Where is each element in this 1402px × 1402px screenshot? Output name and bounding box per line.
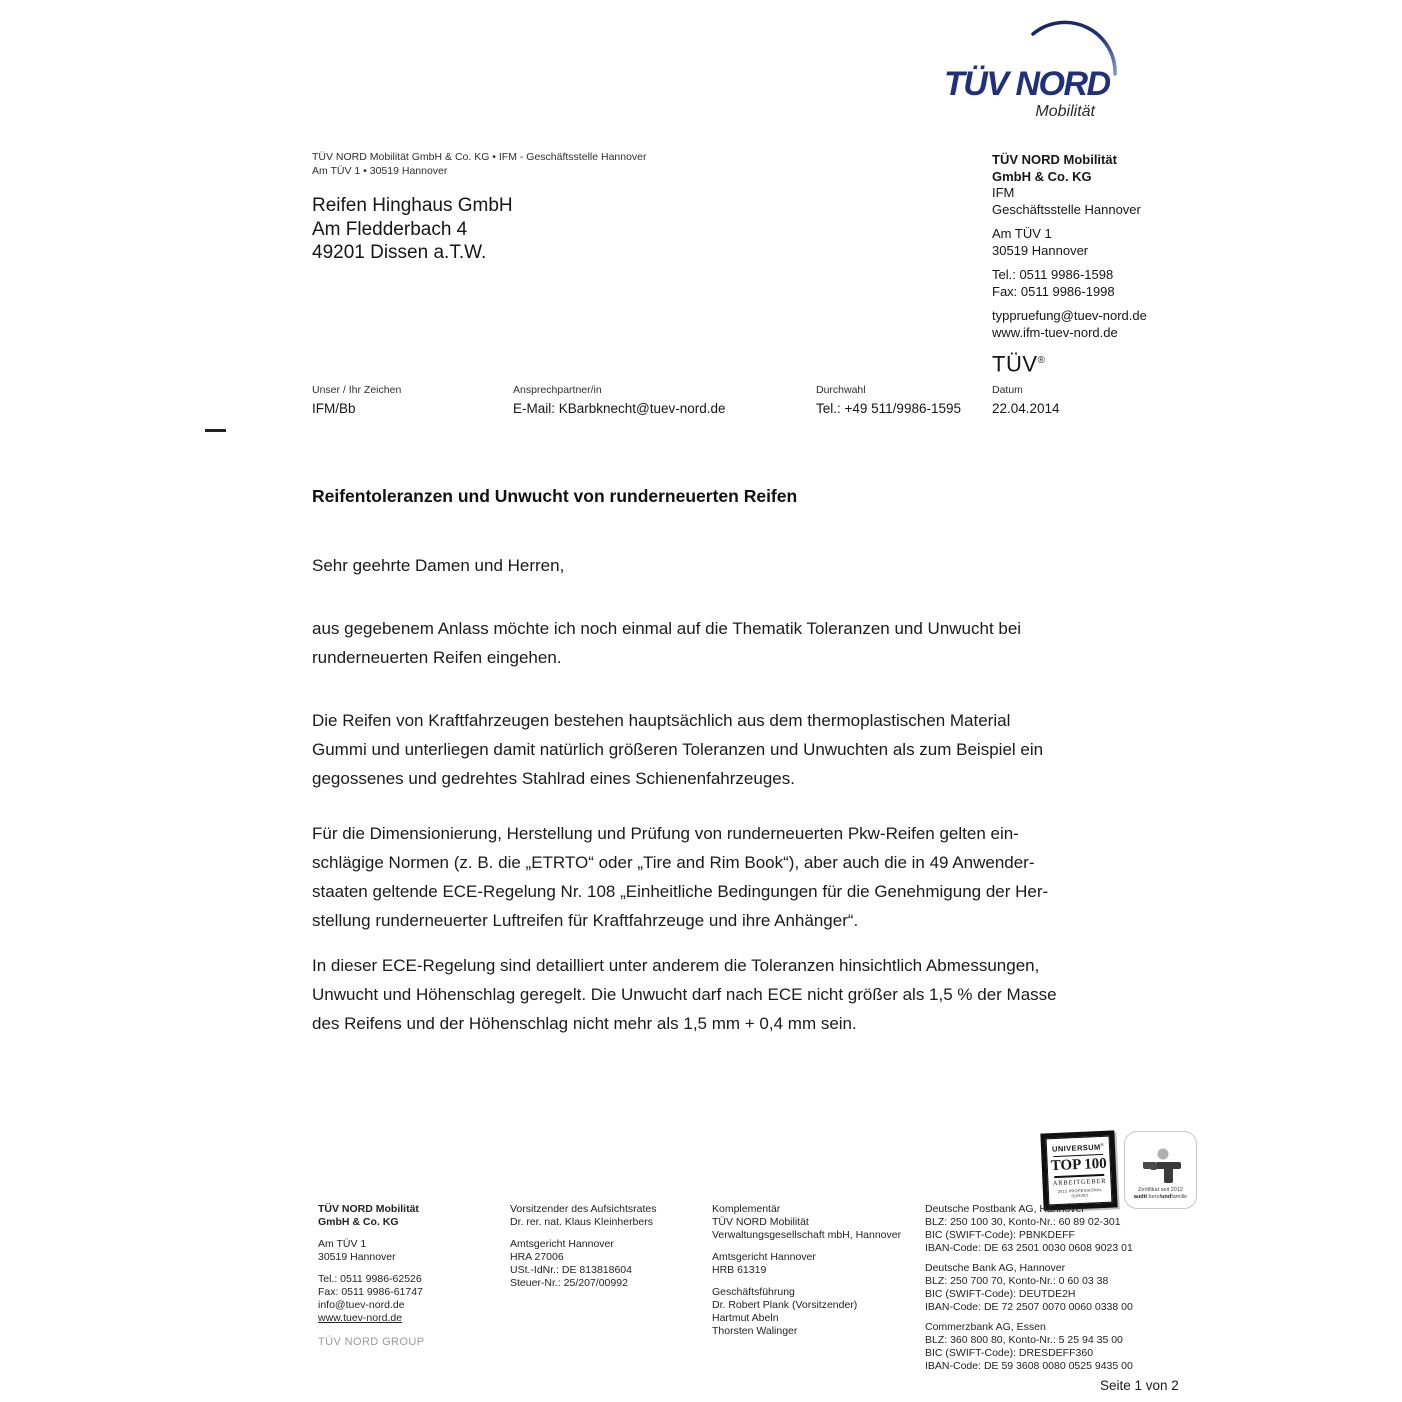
logo-division-text: Mobilität: [1035, 103, 1095, 120]
contact-company-2: GmbH & Co. KG: [992, 168, 1092, 184]
bank-blz: BLZ: 250 700 70, Konto-Nr.: 0 60 03 38: [925, 1275, 1109, 1287]
footer-line: Verwaltungsgesellschaft mbH, Hannover: [712, 1229, 902, 1241]
footer-line: TÜV NORD Mobilität: [712, 1216, 809, 1228]
bank-iban: IBAN-Code: DE 72 2507 0070 0060 0338 00: [925, 1301, 1133, 1313]
recipient-city: 49201 Dissen a.T.W.: [312, 242, 487, 263]
footer-line: HRB 61319: [712, 1264, 767, 1276]
contact-street: Am TÜV 1: [992, 226, 1052, 241]
bank-entry: [925, 1321, 1195, 1373]
reference-value: Tel.: +49 511/9986-1595: [816, 401, 961, 416]
footer-line: Komplementär: [712, 1203, 781, 1215]
bank-iban: IBAN-Code: DE 63 2501 0030 0608 9023 01: [925, 1242, 1133, 1254]
footer-company-column: [318, 1203, 498, 1349]
audit-cert-line: Zertifikat seit 2012: [1138, 1187, 1183, 1193]
contact-city: 30519 Hannover: [992, 242, 1089, 258]
paragraph-line: Die Reifen von Kraftfahrzeugen bestehen hauptsächlich aus dem thermoplastischen Material: [312, 711, 1011, 730]
universum-top100-badge: [1040, 1130, 1117, 1210]
contact-email: typpruefung@tuev-nord.de: [992, 308, 1147, 323]
footer-line: Amtsgericht Hannover: [712, 1251, 816, 1263]
reference-label: Unser / Ihr Zeichen: [312, 384, 402, 396]
paragraph-line: stellung runderneuerter Luftreifen für Kraftfahrzeuge und ihre Anhänger“.: [312, 911, 859, 930]
audit-berufundfamilie-badge: [1124, 1131, 1197, 1209]
paragraph-1: [312, 614, 1212, 672]
bank-iban: IBAN-Code: DE 59 3608 0080 0525 9435 00: [925, 1360, 1133, 1372]
paragraph-line: schlägige Normen (z. B. die „ETRTO“ oder „Tire and Rim Book“), aber auch die in 49 Anwender-: [312, 853, 1035, 872]
universum-brand: [1052, 1142, 1104, 1154]
bank-name: Commerzbank AG, Essen: [925, 1321, 1046, 1333]
tuev-nord-logo-graphic: [942, 8, 1202, 126]
paragraph-line: In dieser ECE-Regelung sind detailliert unter anderem die Toleranzen hinsichtlich Abmessungen,: [312, 956, 1040, 975]
audit-rest-text: familie: [1171, 1194, 1188, 1200]
recipient-street: Am Fledderbach 4: [312, 218, 468, 240]
contact-dept-2: Geschäftsstelle Hannover: [992, 201, 1141, 217]
paragraph-line: gegossenes und gedrehtes Stahlrad eines Schienenfahrzeuges.: [312, 769, 795, 788]
footer-management-column: [712, 1203, 917, 1347]
registered-symbol: ®: [1100, 1142, 1104, 1148]
reference-contact-person: [513, 384, 726, 417]
contact-info-block: [992, 152, 1212, 377]
letter-salutation: Sehr geehrte Damen und Herren,: [312, 556, 565, 575]
footer-tel: Tel.: 0511 9986-62526: [318, 1273, 422, 1285]
sender-line-2: Am TÜV 1 • 30519 Hannover: [312, 165, 448, 177]
footer-city: 30519 Hannover: [318, 1251, 396, 1263]
universum-badge-inner: [1046, 1136, 1113, 1206]
reference-our-sign: [312, 384, 401, 417]
universum-title: TOP 100: [1050, 1156, 1108, 1175]
contact-fax: Fax: 0511 9986-1998: [992, 283, 1115, 299]
bank-bic: BIC (SWIFT-Code): PBNKDEFF: [925, 1229, 1075, 1241]
footer-line: Hartmut Abeln: [712, 1312, 779, 1324]
universum-brand-text: UNIVERSUM: [1051, 1142, 1101, 1154]
paragraph-line: Unwucht und Höhenschlag geregelt. Die Unwucht darf nach ECE nicht größer als 1,5 % der Masse: [312, 985, 1057, 1004]
footer-line: Geschäftsführung: [712, 1286, 795, 1298]
footer-line: HRA 27006: [510, 1251, 564, 1263]
universum-subtitle: ARBEITGEBER: [1052, 1177, 1107, 1187]
paragraph-2: [312, 706, 1212, 793]
paragraph-line: Für die Dimensionierung, Herstellung und Prüfung von runderneuerten Pkw-Reifen gelten ein-: [312, 824, 1019, 843]
footer-line: Amtsgericht Hannover: [510, 1238, 614, 1250]
tuev-registered-mark: [992, 351, 1212, 377]
paragraph-3: [312, 819, 1212, 935]
paragraph-line: Gummi und unterliegen damit natürlich größeren Toleranzen und Unwuchten als zum Beispiel ein: [312, 740, 1044, 759]
footer-street: Am TÜV 1: [318, 1238, 367, 1250]
footer-line: USt.-IdNr.: DE 813818604: [510, 1264, 632, 1276]
audit-brand-line: [1134, 1194, 1187, 1201]
audit-figure-icon: [1133, 1147, 1189, 1187]
reference-direct-dial: [816, 384, 961, 417]
letter-subject: Reifentoleranzen und Unwucht von runderneuerten Reifen: [312, 486, 798, 506]
tuev-nord-logo: [942, 8, 1202, 126]
paragraph-line: staaten geltende ECE-Regelung Nr. 108 „Einheitliche Bedingungen für die Genehmigung der Her-: [312, 882, 1049, 901]
paragraph-line: runderneuerten Reifen eingehen.: [312, 648, 562, 667]
reference-label: Ansprechpartner/in: [513, 384, 602, 396]
contact-dept-1: IFM: [992, 185, 1015, 200]
contact-company-1: TÜV NORD Mobilität: [992, 152, 1117, 167]
sender-return-address: [312, 150, 647, 178]
footer-company-name-2: GmbH & Co. KG: [318, 1216, 399, 1228]
footer-email: info@tuev-nord.de: [318, 1299, 405, 1311]
audit-bold-text: und: [1161, 1194, 1172, 1200]
contact-website: www.ifm-tuev-nord.de: [992, 324, 1118, 340]
reference-label: Datum: [992, 384, 1023, 396]
tuev-mark-text: TÜV: [992, 351, 1038, 377]
paragraph-line: des Reifens und der Höhenschlag nicht mehr als 1,5 mm + 0,4 mm sein.: [312, 1014, 857, 1033]
footer-line: Thorsten Walinger: [712, 1325, 798, 1337]
bank-bic: BIC (SWIFT-Code): DRESDEFF360: [925, 1347, 1094, 1359]
reference-value: IFM/Bb: [312, 401, 356, 416]
footer-line: Dr. Robert Plank (Vorsitzender): [712, 1299, 858, 1311]
bank-entry: [925, 1203, 1195, 1255]
bank-blz: BLZ: 250 100 30, Konto-Nr.: 60 89 02-301: [925, 1216, 1121, 1228]
footer-line: Steuer-Nr.: 25/207/00992: [510, 1277, 628, 1289]
footer-website-link: www.tuev-nord.de: [318, 1312, 403, 1324]
universum-note: 2012 PROFESSIONAL SURVEY: [1057, 1186, 1103, 1199]
paragraph-line: aus gegebenem Anlass möchte ich noch einmal auf die Thematik Toleranzen und Unwucht bei: [312, 619, 1022, 638]
tuev-nord-group-label: TÜV NORD GROUP: [318, 1336, 425, 1348]
sender-line-1: TÜV NORD Mobilität GmbH & Co. KG • IFM - Geschäftsstelle Hannover: [312, 151, 647, 163]
reference-label: Durchwahl: [816, 384, 866, 396]
logo-brand-text: TÜV NORD: [944, 65, 1110, 103]
paragraph-4: [312, 951, 1212, 1038]
registered-symbol: ®: [1037, 355, 1046, 366]
reference-value: E-Mail: KBarbknecht@tuev-nord.de: [513, 401, 726, 416]
fold-mark: [205, 429, 226, 432]
footer-line: Dr. rer. nat. Klaus Kleinherbers: [510, 1216, 653, 1228]
recipient-address: [312, 194, 513, 265]
footer-fax: Fax: 0511 9986-61747: [318, 1286, 423, 1298]
bank-bic: BIC (SWIFT-Code): DEUTDE2H: [925, 1288, 1076, 1300]
bank-entry: [925, 1262, 1195, 1314]
reference-value: 22.04.2014: [992, 401, 1060, 416]
footer-banking-column: [925, 1203, 1195, 1380]
audit-mid-text: beruf: [1147, 1194, 1162, 1200]
footer-supervisory-column: [510, 1203, 700, 1299]
contact-tel: Tel.: 0511 9986-1598: [992, 267, 1114, 282]
bank-blz: BLZ: 360 800 80, Konto-Nr.: 5 25 94 35 00: [925, 1334, 1123, 1346]
recipient-name: Reifen Hinghaus GmbH: [312, 195, 513, 216]
bank-name: Deutsche Bank AG, Hannover: [925, 1262, 1066, 1274]
footer-line: Vorsitzender des Aufsichtsrates: [510, 1203, 657, 1215]
audit-bold-text: audit: [1133, 1194, 1148, 1200]
page-indicator: Seite 1 von 2: [1100, 1378, 1179, 1393]
footer-company-name-1: TÜV NORD Mobilität: [318, 1203, 419, 1215]
bank-name: Deutsche Postbank AG, Hannover: [925, 1203, 1085, 1215]
reference-date: [992, 384, 1060, 417]
